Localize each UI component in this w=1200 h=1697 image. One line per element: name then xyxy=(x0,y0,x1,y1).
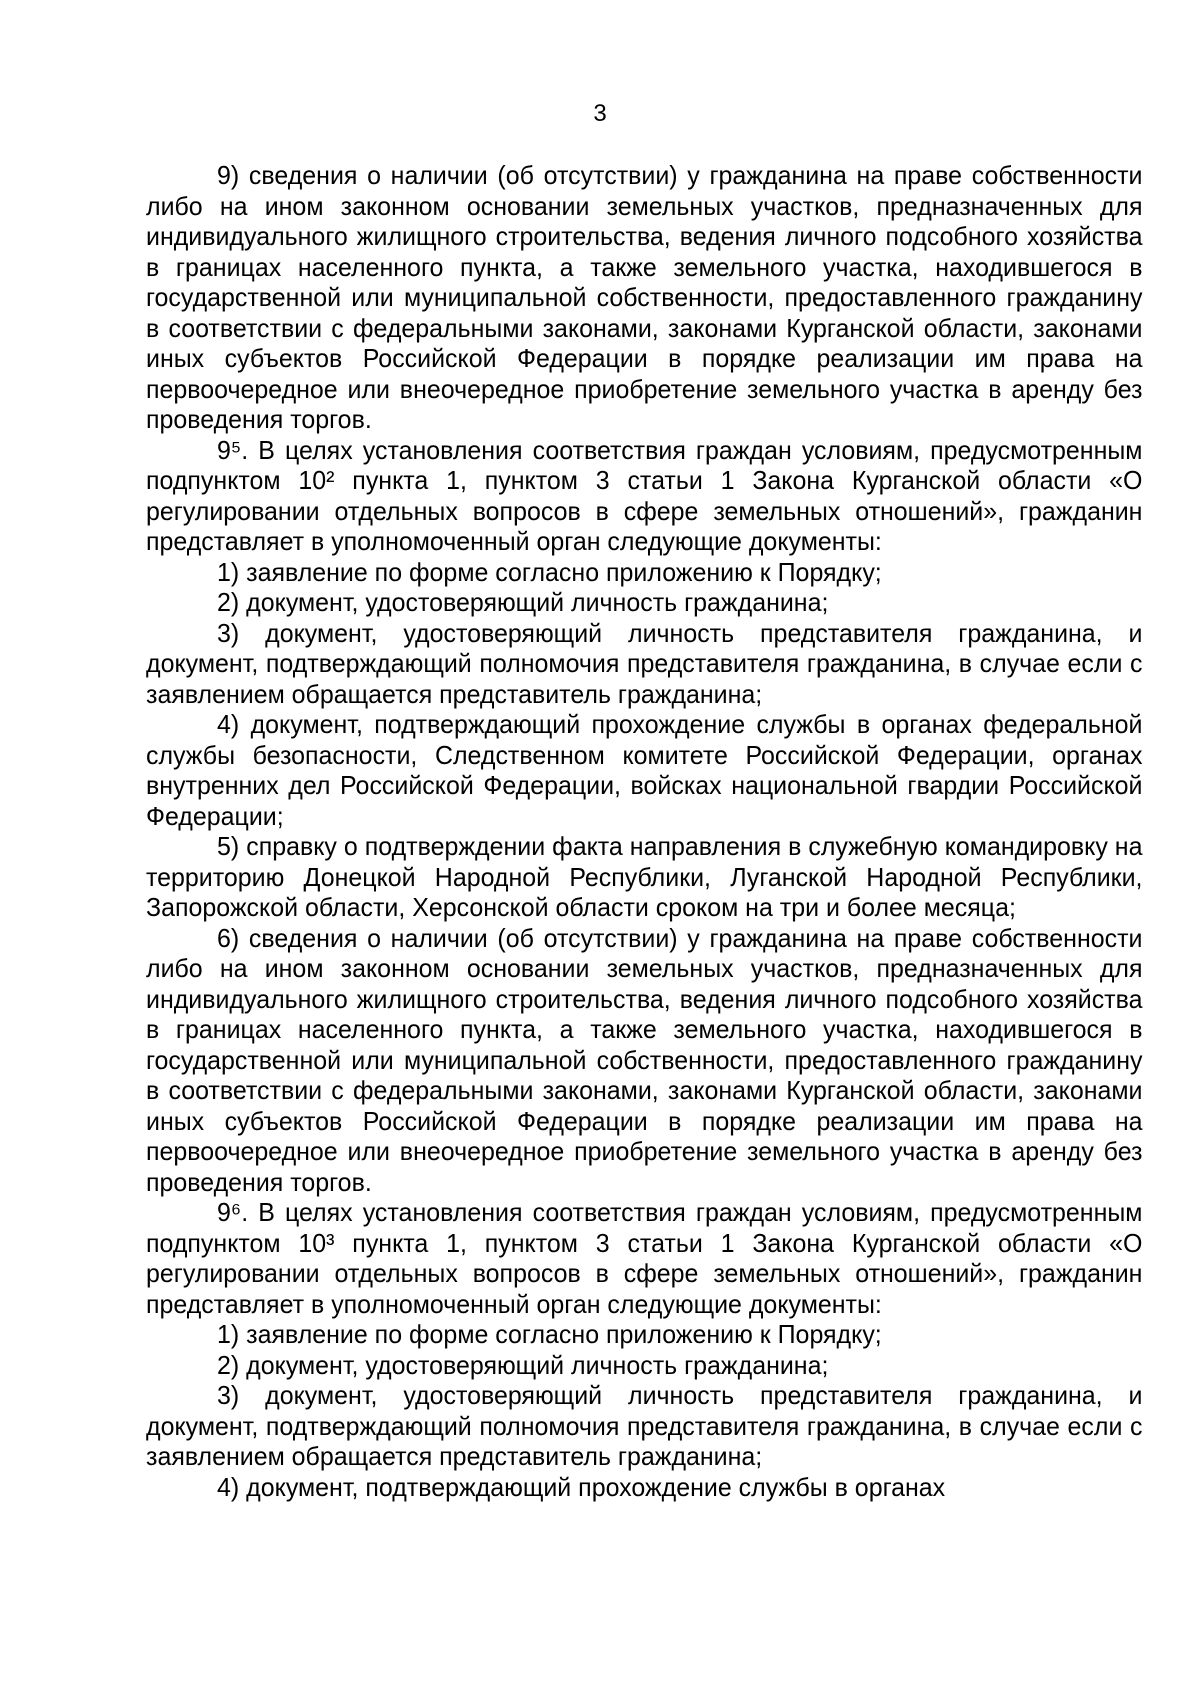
list-item-service-document: 4) документ, подтверждающий прохождение службы в органах федеральной службы безопасности, Следственном комитете Российской Федерации, органах внутренних дел Российской Федерации, войсках национальной гвардии Российской Федерации; xyxy=(146,709,1143,831)
list-item-identity-document: 2) документ, удостоверяющий личность гражданина; xyxy=(217,1349,829,1380)
list-item-representative-documents: 3) документ, удостоверяющий личность представителя гражданина, и документ, подтверждающий полномочия представителя гражданина, в случае если с заявлением обращается представитель гражданина; xyxy=(146,617,1143,709)
list-item-application: 1) заявление по форме согласно приложению к Порядку; xyxy=(217,1319,882,1349)
list-item-identity-document: 2) документ, удостоверяющий личность гражданина; xyxy=(217,587,829,617)
paragraph-section-9-5: 9⁵. В целях установления соответствия граждан условиям, предусмотренным подпунктом 10² пункта 1, пунктом 3 статьи 1 Закона Курганской области «О регулировании отдельных вопросов в сфере земельных отношений», гражданин представляет в уполномоченный орган следующие документы: xyxy=(146,434,1143,556)
list-item-service-document: 4) документ, подтверждающий прохождение службы в органах xyxy=(217,1471,946,1502)
page-number: 3 xyxy=(593,100,607,127)
paragraph-section-9-6: 9⁶. В целях установления соответствия граждан условиям, предусмотренным подпунктом 10³ пункта 1, пунктом 3 статьи 1 Закона Курганской области «О регулировании отдельных вопросов в сфере земельных отношений», гражданин представляет в уполномоченный орган следующие документы: xyxy=(146,1197,1143,1319)
paragraph-item-9-land-info: 9) сведения о наличии (об отсутствии) у гражданина на праве собственности либо на ином законном основании земельных участков, предназначенных для индивидуального жилищного строительства, ведения личного подсобного хозяйства в границах населенного пункта, а также земельного участка, находившегося в государственной или муниципальной собственности, предоставленного гражданину в соответствии с федеральными законами, законами Курганской области, законами иных субъектов Российской Федерации в порядке реализации им права на первоочередное или внеочередное приобретение земельного участка в аренду без проведения торгов. xyxy=(146,160,1143,434)
document-body xyxy=(146,160,1142,1502)
list-item-land-info: 6) сведения о наличии (об отсутствии) у гражданина на праве собственности либо на ином законном основании земельных участков, предназначенных для индивидуального жилищного строительства, ведения личного подсобного хозяйства в границах населенного пункта, а также земельного участка, находившегося в государственной или муниципальной собственности, предоставленного гражданину в соответствии с федеральными законами, законами Курганской области, законами иных субъектов Российской Федерации в порядке реализации им права на первоочередное или внеочередное приобретение земельного участка в аренду без проведения торгов. xyxy=(146,922,1143,1197)
list-item-assignment-certificate: 5) справку о подтверждении факта направления в служебную командировку на территорию Донецкой Народной Республики, Луганской Народной Республики, Запорожской области, Херсонской области сроком на три и более месяца; xyxy=(146,831,1143,922)
list-item-representative-documents: 3) документ, удостоверяющий личность представителя гражданина, и документ, подтверждающий полномочия представителя гражданина, в случае если с заявлением обращается представитель гражданина; xyxy=(146,1380,1143,1471)
list-item-application: 1) заявление по форме согласно приложению к Порядку; xyxy=(217,556,882,587)
